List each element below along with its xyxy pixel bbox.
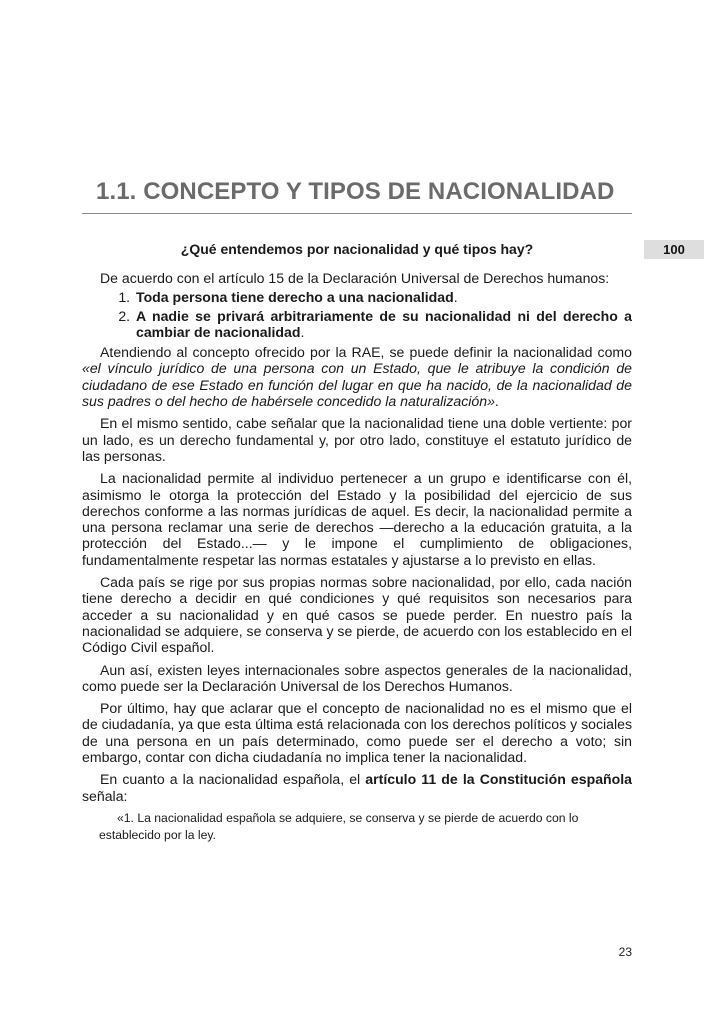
paragraph-permite: La nacionalidad permite al individuo pertenecer a un grupo e identificarse con él, asimismo le otorga la protección del Estado y la posibilidad del ejercicio de sus derechos conforme a las normas jurídicas de aquel. Es decir, la nacionalidad permite a una persona reclamar una serie de derechos —derecho a la educación gratuita, a la protección del Estado...— y le impone el cumplimiento de obligaciones, fundamentalmente respetar las normas estatales y ajustarse a lo previsto en ellas. — [82, 470, 632, 568]
art11-bold: artículo 11 de la Constitución española — [365, 771, 633, 788]
paragraph-pais: Cada país se rige por sus propias normas sobre nacionalidad, por ello, cada nación tiene derecho a decidir en qué condiciones y qué requisitos son necesarios para acceder a su nacionalidad y en qué casos se puede perder. En nuestro país la nacionalidad se adquiere, se conserva y se pierde, de acuerdo con los establecido en el Código Civil español. — [82, 574, 633, 656]
list-item-bold: Toda persona tiene derecho a una nacionalidad — [136, 289, 454, 306]
constitution-quote: «1. La nacionalidad española se adquiere, se conserva y se pierde de acuerdo con lo establecido por la ley. — [99, 810, 579, 842]
side-page-tag: 100 — [644, 240, 704, 259]
page-number: 23 — [618, 945, 632, 959]
rae-text-start: Atendiendo al concepto ofrecido por la RAE, se puede definir la nacionalidad como — [100, 344, 632, 361]
paragraph-vertiente: En el mismo sentido, cabe señalar que la nacionalidad tiene una doble vertiente: por un lado, es un derecho fundamental y, por otro lado, constituye el estatuto jurídico de las personas. — [82, 415, 632, 464]
paragraph-articulo-11 — [82, 771, 632, 804]
list-item-bold: A nadie se privará arbitrariamente de su nacionalidad ni del derecho a cambiar de nacionalidad — [136, 307, 632, 340]
section-question: ¿Qué entendemos por nacionalidad y qué tipos hay? — [180, 241, 534, 257]
paragraph-leyes: Aun así, existen leyes internacionales sobre aspectos generales de la nacionalidad, como puede ser la Declaración Universal de los Derechos Humanos. — [82, 661, 632, 694]
rae-definition: «el vínculo jurídico de una persona con un Estado, que le atribuye la condición de ciudadano de ese Estado en función del lugar en que ha nacido, de la nacionalidad de sus padres o del hecho de habérsele concedido la naturalización» — [82, 360, 632, 410]
list-item — [134, 289, 632, 305]
paragraph-intro: De acuerdo con el artículo 15 de la Declaración Universal de Derechos humanos: — [100, 270, 610, 286]
main-content — [82, 240, 632, 844]
list-item-end: . — [300, 323, 305, 340]
art11-text-start: En cuanto a la nacionalidad española, el — [100, 771, 366, 788]
art11-text-end: señala: — [82, 787, 128, 804]
page-title: 1.1. CONCEPTO Y TIPOS DE NACIONALIDAD — [96, 178, 615, 205]
rae-text-end: . — [494, 393, 499, 410]
list-item — [134, 308, 632, 341]
list-item-end: . — [453, 289, 458, 306]
paragraph-ciudadania: Por último, hay que aclarar que el concepto de nacionalidad no es el mismo que el de ciudadanía, ya que esta última está relacionada con los derechos políticos y sociales de una persona en un país determinado, como puede ser el derecho a voto; sin embargo, contar con dicha ciudadanía no implica tener la nacionalidad. — [82, 700, 632, 766]
rights-list — [82, 289, 632, 340]
paragraph-rae — [82, 344, 632, 409]
title-divider — [82, 213, 632, 214]
